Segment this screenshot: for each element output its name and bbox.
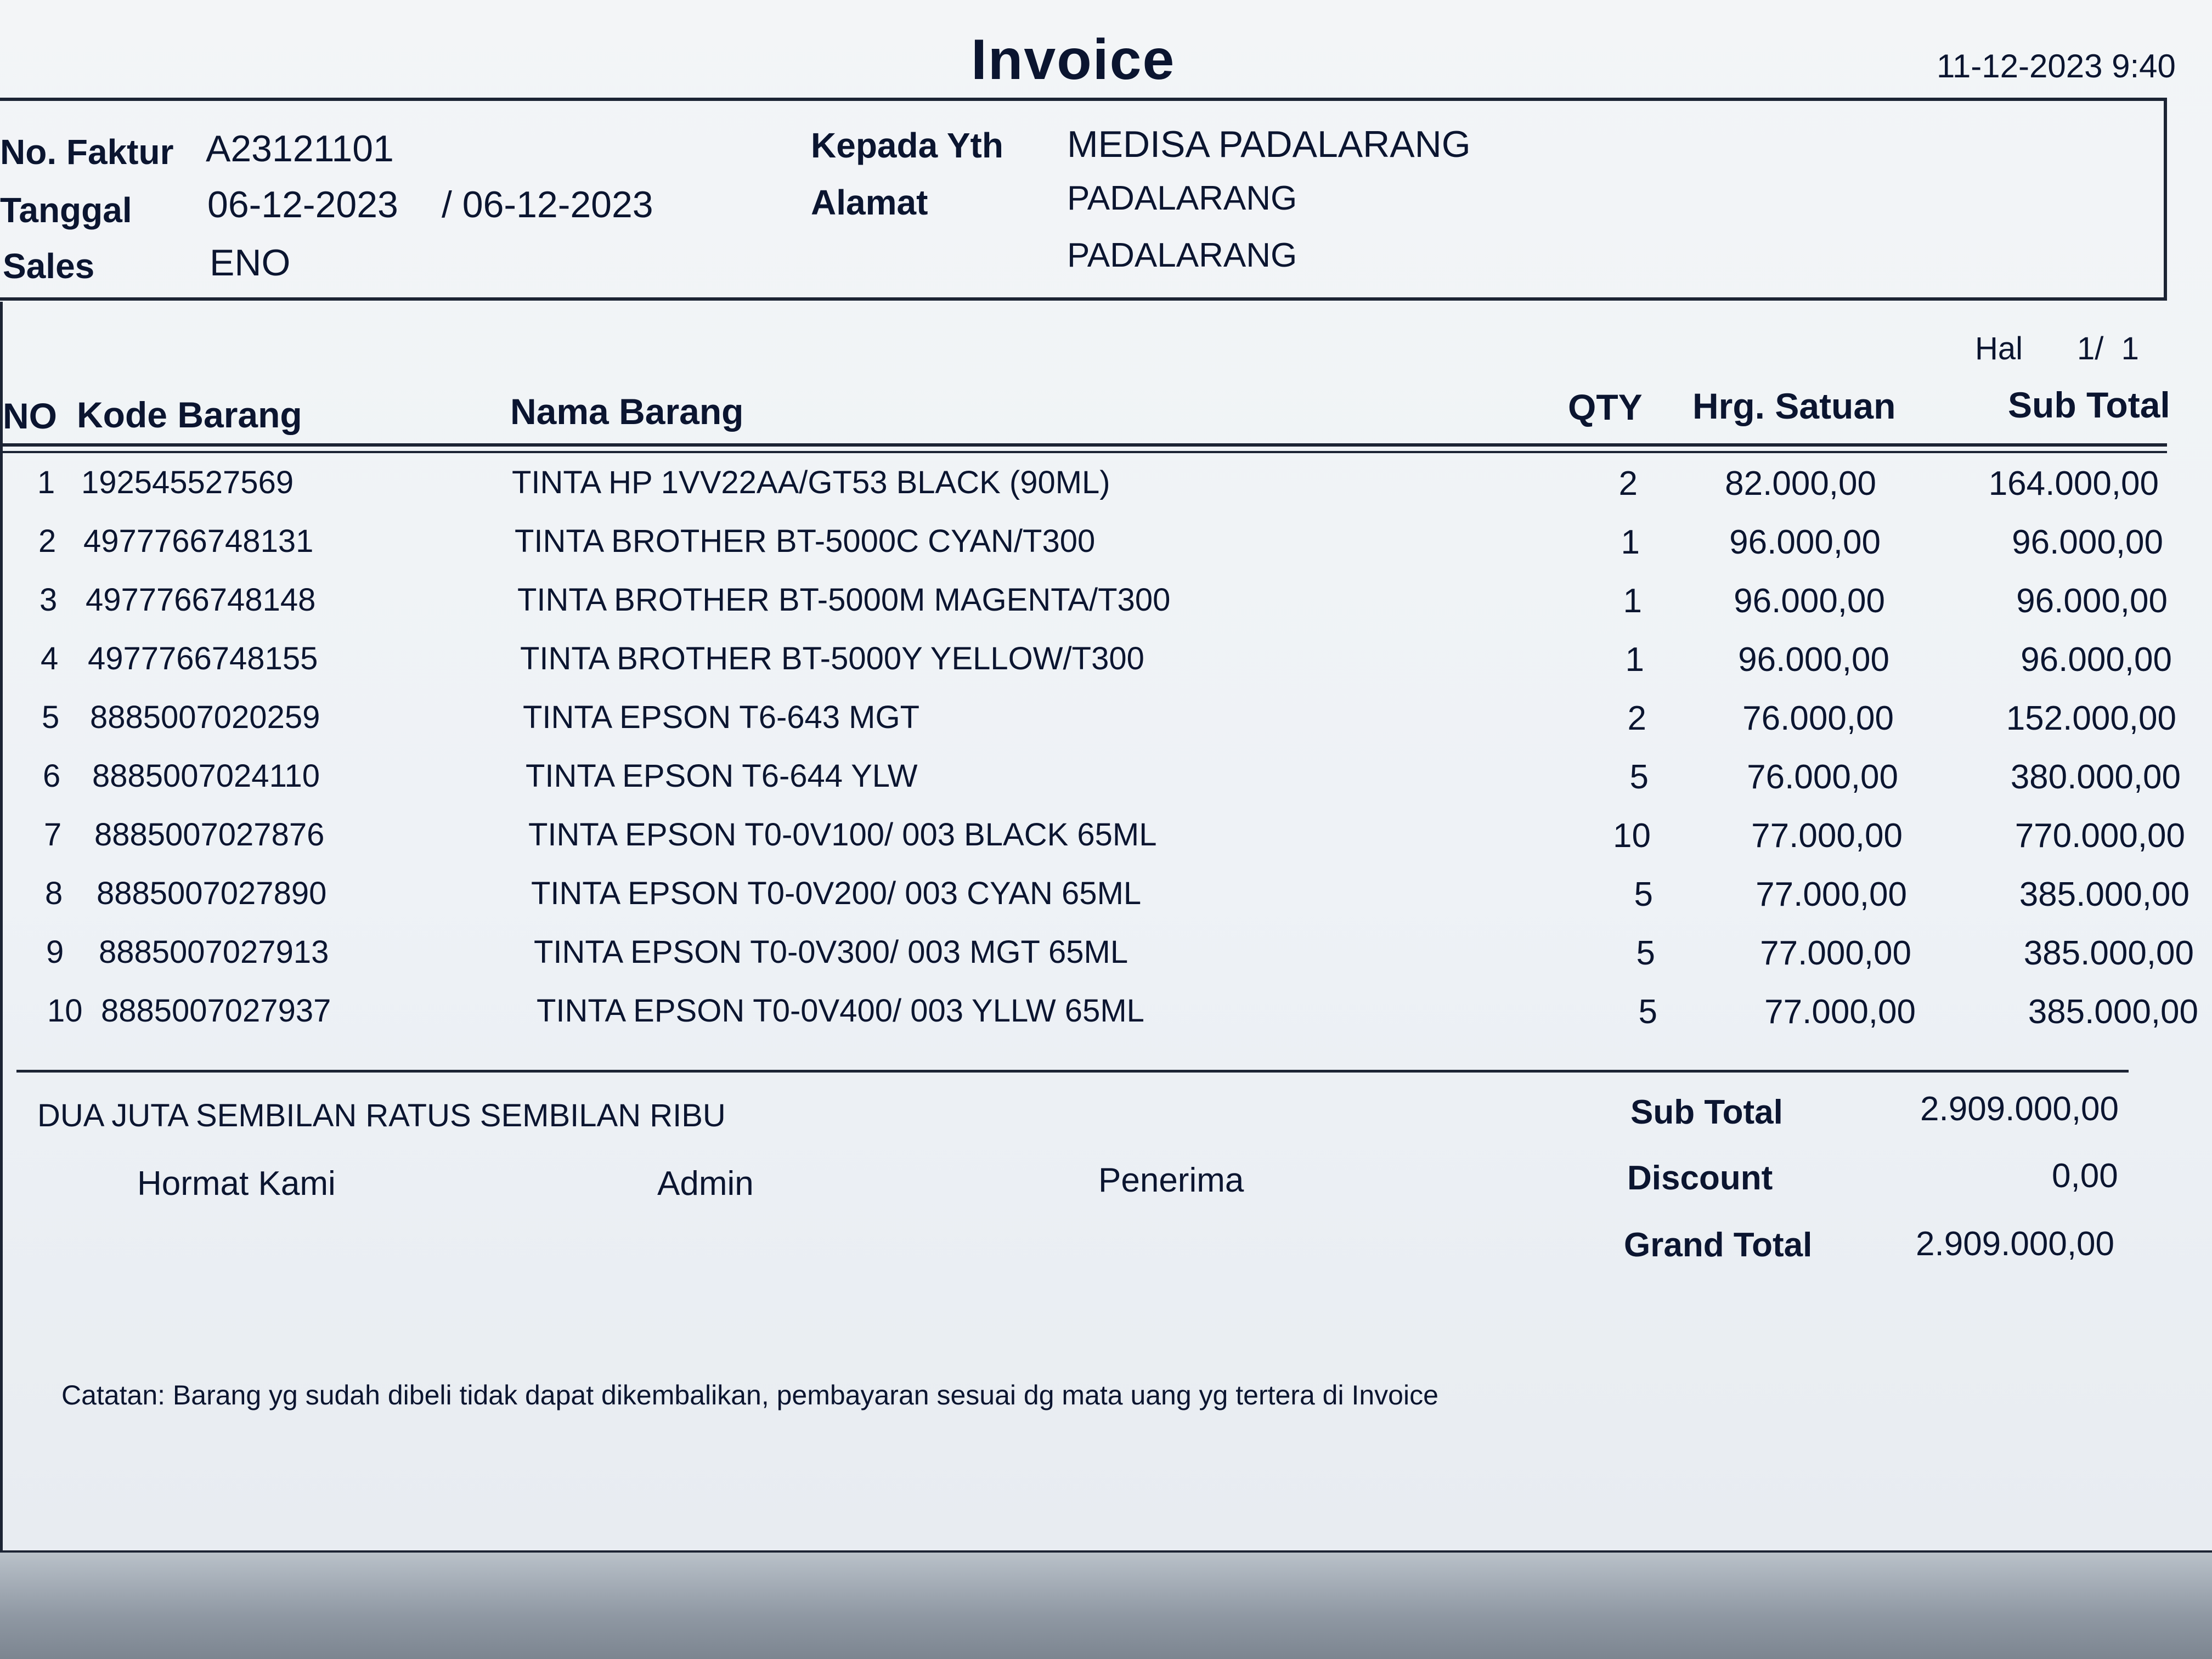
row-no: 1 xyxy=(37,465,55,500)
monitor-bezel xyxy=(0,1553,2212,1659)
row-kode: 8885007027913 xyxy=(99,934,329,970)
row-harga: 96.000,00 xyxy=(1738,641,1889,679)
row-no: 3 xyxy=(40,582,58,618)
row-qty: 10 xyxy=(1613,817,1651,855)
faktur-label: No. Faktur xyxy=(0,132,174,172)
row-no: 7 xyxy=(44,817,62,853)
row-no: 5 xyxy=(42,699,60,735)
table-row xyxy=(0,523,2172,582)
col-header-subtotal: Sub Total xyxy=(2008,385,2170,425)
row-subtotal: 385.000,00 xyxy=(2023,934,2194,972)
row-qty: 1 xyxy=(1621,523,1640,561)
row-nama: TINTA BROTHER BT-5000C CYAN/T300 xyxy=(515,523,1096,559)
row-subtotal: 770.000,00 xyxy=(2015,817,2185,855)
row-kode: 8885007027876 xyxy=(94,817,325,853)
row-no: 6 xyxy=(43,758,61,794)
row-harga: 82.000,00 xyxy=(1725,465,1876,503)
table-row xyxy=(0,992,2198,1052)
table-row xyxy=(0,582,2172,641)
row-qty: 5 xyxy=(1638,993,1657,1031)
row-kode: 192545527569 xyxy=(81,465,294,500)
table-row xyxy=(0,699,2176,758)
row-nama: TINTA EPSON T0-0V100/ 003 BLACK 65ML xyxy=(528,817,1157,853)
row-kode: 8885007024110 xyxy=(92,758,320,794)
row-kode: 4977766748148 xyxy=(86,582,316,618)
faktur-value: A23121101 xyxy=(206,128,394,170)
row-nama: TINTA EPSON T0-0V400/ 003 YLLW 65ML xyxy=(537,993,1144,1029)
table-row xyxy=(0,640,2172,699)
page-frame-left xyxy=(0,302,3,1553)
row-nama: TINTA EPSON T6-643 MGT xyxy=(523,699,920,735)
row-kode: 8885007027890 xyxy=(97,876,327,911)
row-harga: 77.000,00 xyxy=(1756,876,1907,913)
table-row xyxy=(0,816,2185,876)
grandtotal-value: 2.909.000,00 xyxy=(1916,1225,2115,1263)
row-qty: 2 xyxy=(1618,465,1638,503)
row-kode: 8885007020259 xyxy=(90,699,320,735)
alamat-label: Alamat xyxy=(811,183,928,222)
table-row xyxy=(0,875,2190,934)
table-row xyxy=(0,934,2194,993)
col-header-kode: Kode Barang xyxy=(77,394,302,435)
tanggal-value-end: / 06-12-2023 xyxy=(442,184,653,225)
terbilang-text: DUA JUTA SEMBILAN RATUS SEMBILAN RIBU xyxy=(37,1098,726,1133)
row-no: 8 xyxy=(45,876,63,911)
row-no: 4 xyxy=(41,641,59,676)
row-nama: TINTA HP 1VV22AA/GT53 BLACK (90ML) xyxy=(512,465,1110,500)
signature-hormat: Hormat Kami xyxy=(137,1165,336,1203)
row-nama: TINTA EPSON T0-0V300/ 003 MGT 65ML xyxy=(534,934,1128,970)
page-label: Hal xyxy=(1975,331,2023,366)
row-subtotal: 385.000,00 xyxy=(2028,993,2198,1031)
row-qty: 1 xyxy=(1625,641,1644,679)
discount-label: Discount xyxy=(1627,1159,1773,1197)
header-rule-top xyxy=(0,443,2167,447)
header-rule-bottom xyxy=(0,451,2167,453)
row-no: 9 xyxy=(46,934,64,970)
catatan-note: Catatan: Barang yg sudah dibeli tidak dapat dikembalikan, pembayaran sesuai dg mata uang yg tertera di Invoice xyxy=(61,1380,1438,1410)
discount-value: 0,00 xyxy=(2052,1157,2118,1195)
row-harga: 96.000,00 xyxy=(1734,582,1885,620)
footer-rule xyxy=(16,1070,2129,1073)
subtotal-label: Sub Total xyxy=(1630,1093,1783,1131)
row-subtotal: 164.000,00 xyxy=(1988,465,2159,503)
row-qty: 5 xyxy=(1634,876,1653,913)
row-subtotal: 96.000,00 xyxy=(2016,582,2168,620)
row-harga: 77.000,00 xyxy=(1751,817,1903,855)
signature-penerima: Penerima xyxy=(1098,1161,1244,1199)
row-kode: 8885007027937 xyxy=(101,993,331,1029)
row-qty: 5 xyxy=(1636,934,1655,972)
subtotal-value: 2.909.000,00 xyxy=(1920,1090,2119,1128)
row-harga: 96.000,00 xyxy=(1729,523,1881,561)
row-subtotal: 152.000,00 xyxy=(2006,699,2176,737)
row-qty: 1 xyxy=(1623,582,1642,620)
row-qty: 5 xyxy=(1629,758,1649,796)
invoice-title: Invoice xyxy=(971,28,1176,92)
row-kode: 4977766748131 xyxy=(83,523,314,559)
col-header-qty: QTY xyxy=(1568,387,1643,427)
signature-admin: Admin xyxy=(657,1165,754,1203)
table-row xyxy=(0,464,2172,523)
row-subtotal: 385.000,00 xyxy=(2019,876,2190,913)
row-qty: 2 xyxy=(1627,699,1646,737)
col-header-nama: Nama Barang xyxy=(510,391,744,432)
sales-label: Sales xyxy=(3,246,95,286)
table-row xyxy=(0,758,2181,817)
row-subtotal: 96.000,00 xyxy=(2012,523,2163,561)
row-kode: 4977766748155 xyxy=(88,641,318,676)
grandtotal-label: Grand Total xyxy=(1624,1226,1813,1264)
row-no: 2 xyxy=(38,523,57,559)
row-harga: 77.000,00 xyxy=(1764,993,1916,1031)
row-nama: TINTA BROTHER BT-5000M MAGENTA/T300 xyxy=(517,582,1171,618)
row-subtotal: 380.000,00 xyxy=(2010,758,2181,796)
kepada-value: MEDISA PADALARANG xyxy=(1067,123,1471,165)
alamat-line-2: PADALARANG xyxy=(1067,236,1297,274)
row-no: 10 xyxy=(47,993,83,1029)
row-nama: TINTA EPSON T0-0V200/ 003 CYAN 65ML xyxy=(531,876,1142,911)
col-header-no: NO xyxy=(3,396,57,436)
row-harga: 76.000,00 xyxy=(1742,699,1894,737)
sales-value: ENO xyxy=(210,242,291,284)
tanggal-label: Tanggal xyxy=(0,190,132,230)
row-nama: TINTA EPSON T6-644 YLW xyxy=(526,758,918,794)
alamat-line-1: PADALARANG xyxy=(1067,179,1297,217)
row-nama: TINTA BROTHER BT-5000Y YELLOW/T300 xyxy=(520,641,1144,676)
print-datetime: 11-12-2023 9:40 xyxy=(1937,48,2176,84)
page-value: 1/ 1 xyxy=(2077,331,2139,366)
kepada-label: Kepada Yth xyxy=(811,126,1003,165)
row-harga: 76.000,00 xyxy=(1747,758,1898,796)
row-harga: 77.000,00 xyxy=(1760,934,1911,972)
col-header-harga: Hrg. Satuan xyxy=(1692,386,1896,426)
tanggal-value: 06-12-2023 xyxy=(207,184,398,225)
row-subtotal: 96.000,00 xyxy=(2021,641,2172,679)
